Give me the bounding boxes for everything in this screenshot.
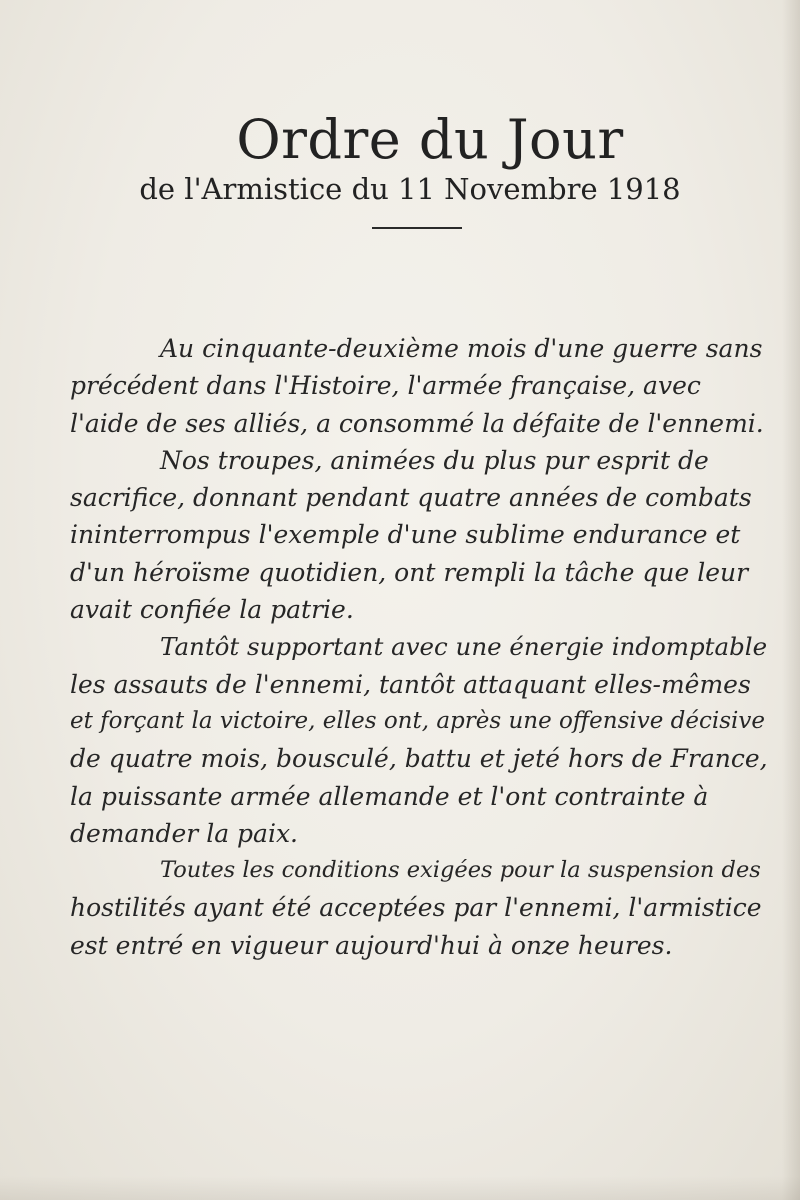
text-line: avait confiée la patrie. <box>70 595 354 625</box>
text-line: est entré en vigueur aujourd'hui à onze heures. <box>70 930 673 960</box>
document-body <box>70 330 770 964</box>
text-line: la puissante armée allemande et l'ont contrainte à <box>70 781 709 811</box>
text-line: Tantôt supportant avec une énergie indomptable <box>160 632 768 662</box>
text-line: Toutes les conditions exigées pour la suspension des <box>160 857 761 884</box>
text-line: Au cinquante-deuxième mois d'une guerre sans <box>160 334 763 363</box>
text-line: et forçant la victoire, elles ont, après une offensive décisive <box>70 707 766 734</box>
title-divider <box>372 227 462 229</box>
text-line: Nos troupes, animées du plus pur esprit de <box>160 445 709 475</box>
text-line: l'aide de ses alliés, a consommé la défaite de l'ennemi. <box>70 408 764 438</box>
text-line: hostilités ayant été acceptées par l'ennemi, l'armistice <box>70 893 762 923</box>
text-line: sacrifice, donnant pendant quatre années de combats <box>70 483 752 513</box>
text-line: d'un héroïsme quotidien, ont rempli la tâche que leur <box>70 557 749 587</box>
text-line: de quatre mois, bousculé, battu et jeté hors de France, <box>70 744 768 774</box>
page-bottom-shadow <box>0 1176 800 1200</box>
text-line: les assauts de l'ennemi, tantôt attaquant elles-mêmes <box>70 669 751 699</box>
document-subtitle: de l'Armistice du 11 Novembre 1918 <box>139 172 681 206</box>
document-title: Ordre du Jour <box>236 108 624 171</box>
text-line: demander la paix. <box>70 818 299 848</box>
text-line: précédent dans l'Histoire, l'armée française, avec <box>70 371 701 401</box>
text-line: ininterrompus l'exemple d'une sublime endurance et <box>70 520 741 550</box>
